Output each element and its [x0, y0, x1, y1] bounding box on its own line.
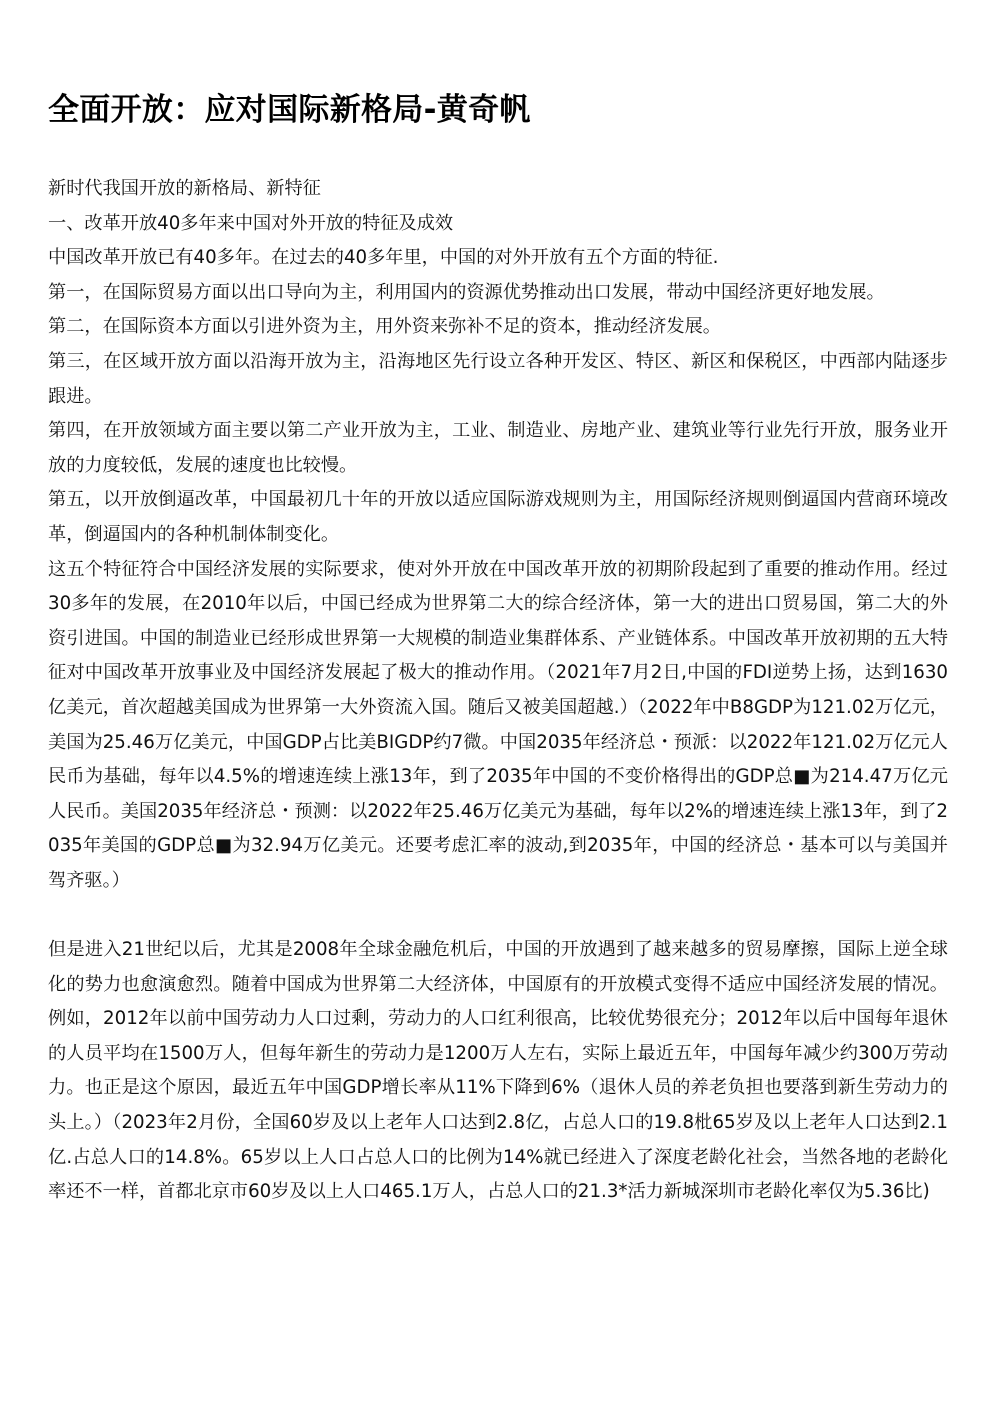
- paragraph-subtitle: 新时代我国开放的新格局、新特征: [48, 178, 321, 199]
- document-title: 全面开放：应对国际新格局-黄奇帆: [48, 92, 531, 128]
- paragraph-summary: 这五个特征符合中国经济发展的实际要求，使对外开放在中国改革开放的初期阶段起到了重要的推动作用。经过30多年的发展，在2010年以后，中国已经成为世界第二大的综合经济体，第一大的进出口贸易国，第二大的外资引进国。中国的制造业已经形成世界第一大规模的制造业集群体系、产业链体系。中国改革开放初期的五大特征对中国改革开放事业及中国经济发展起了极大的推动作用。（2021年7月2日,中国的FDI逆势上扬，达到1630亿美元，首次超越美国成为世界第一大外资流入国。随后又被美国超越.）（2022年中B8GDP为121.02万亿元，美国为25.46万亿美元，中国GDP占比美BIGDP约7微。中国2035年经济总・预派：以2022年121.02万亿元人民币为基础，每年以4.5%的增速连续上涨13年，到了2035年中国的不变价格得出的GDP总■为214.47万亿元人民币。美国2035年经济总・预测：以2022年25.46万亿美元为基础，每年以2%的增速连续上涨13年，到了2035年美国的GDP总■为32.94万亿美元。还要考虑汇率的波动,到2035年，中国的经济总・基本可以与美国并驾齐驱。）: [48, 558, 948, 891]
- paragraph-spacer: [48, 898, 948, 933]
- paragraph-section-heading: 一、改革开放40多年来中国对外开放的特征及成效: [48, 212, 454, 234]
- paragraph-feature-3: 第三，在区域开放方面以沿海开放为主，沿海地区先行设立各种开发区、特区、新区和保税区，中西部内陆逐步跟进。: [48, 350, 948, 407]
- document-page: [48, 90, 948, 1210]
- paragraph-feature-5: 第五，以开放倒逼改革，中国最初几十年的开放以适应国际游戏规则为主，用国际经济规则倒逼国内营商环境改革，倒逼国内的各种机制体制变化。: [48, 489, 948, 545]
- paragraph-intro: 中国改革开放已有40多年。在过去的40多年里，中国的对外开放有五个方面的特征.: [48, 247, 719, 269]
- paragraph-feature-4: 第四，在开放领域方面主要以第二产业开放为主，工业、制造业、房地产业、建筑业等行业先行开放，服务业开放的力度较低，发展的速度也比较慢。: [48, 420, 948, 476]
- paragraph-new-challenges: 但是进入21世纪以后，尤其是2008年全球金融危机后，中国的开放遇到了越来越多的贸易摩擦，国际上逆全球化的势力也愈演愈烈。随着中国成为世界第二大经济体，中国原有的开放模式变得不适应中国经济发展的情况。例如，2012年以前中国劳动力人口过剩，劳动力的人口红利很高，比较优势很充分；2012年以后中国每年退休的人员平均在1500万人，但每年新生的劳动力是1200万人左右，实际上最近五年，中国每年减少约300万劳动力。也正是这个原因，最近五年中国GDP增长率从11%下降到6%（退休人员的养老负担也要落到新生劳动力的头上。）（2023年2月份，全国60岁及以上老年人口达到2.8亿，占总人口的19.8枇65岁及以上老年人口达到2.1亿.占总人口的14.8%。65岁以上人口占总人口的比例为14%就已经进入了深度老龄化社会，当然各地的老龄化率还不一样，首都北京市60岁及以上人口465.1万人，占总人口的21.3*活力新城深圳市老龄化率仅为5.36比): [48, 939, 948, 1203]
- paragraph-feature-2: 第二，在国际资本方面以引进外资为主，用外资来弥补不足的资本，推动经济发展。: [48, 316, 721, 338]
- paragraph-feature-1: 第一，在国际贸易方面以出口导向为主，利用国内的资源优势推动出口发展，带动中国经济更好地发展。: [48, 281, 885, 303]
